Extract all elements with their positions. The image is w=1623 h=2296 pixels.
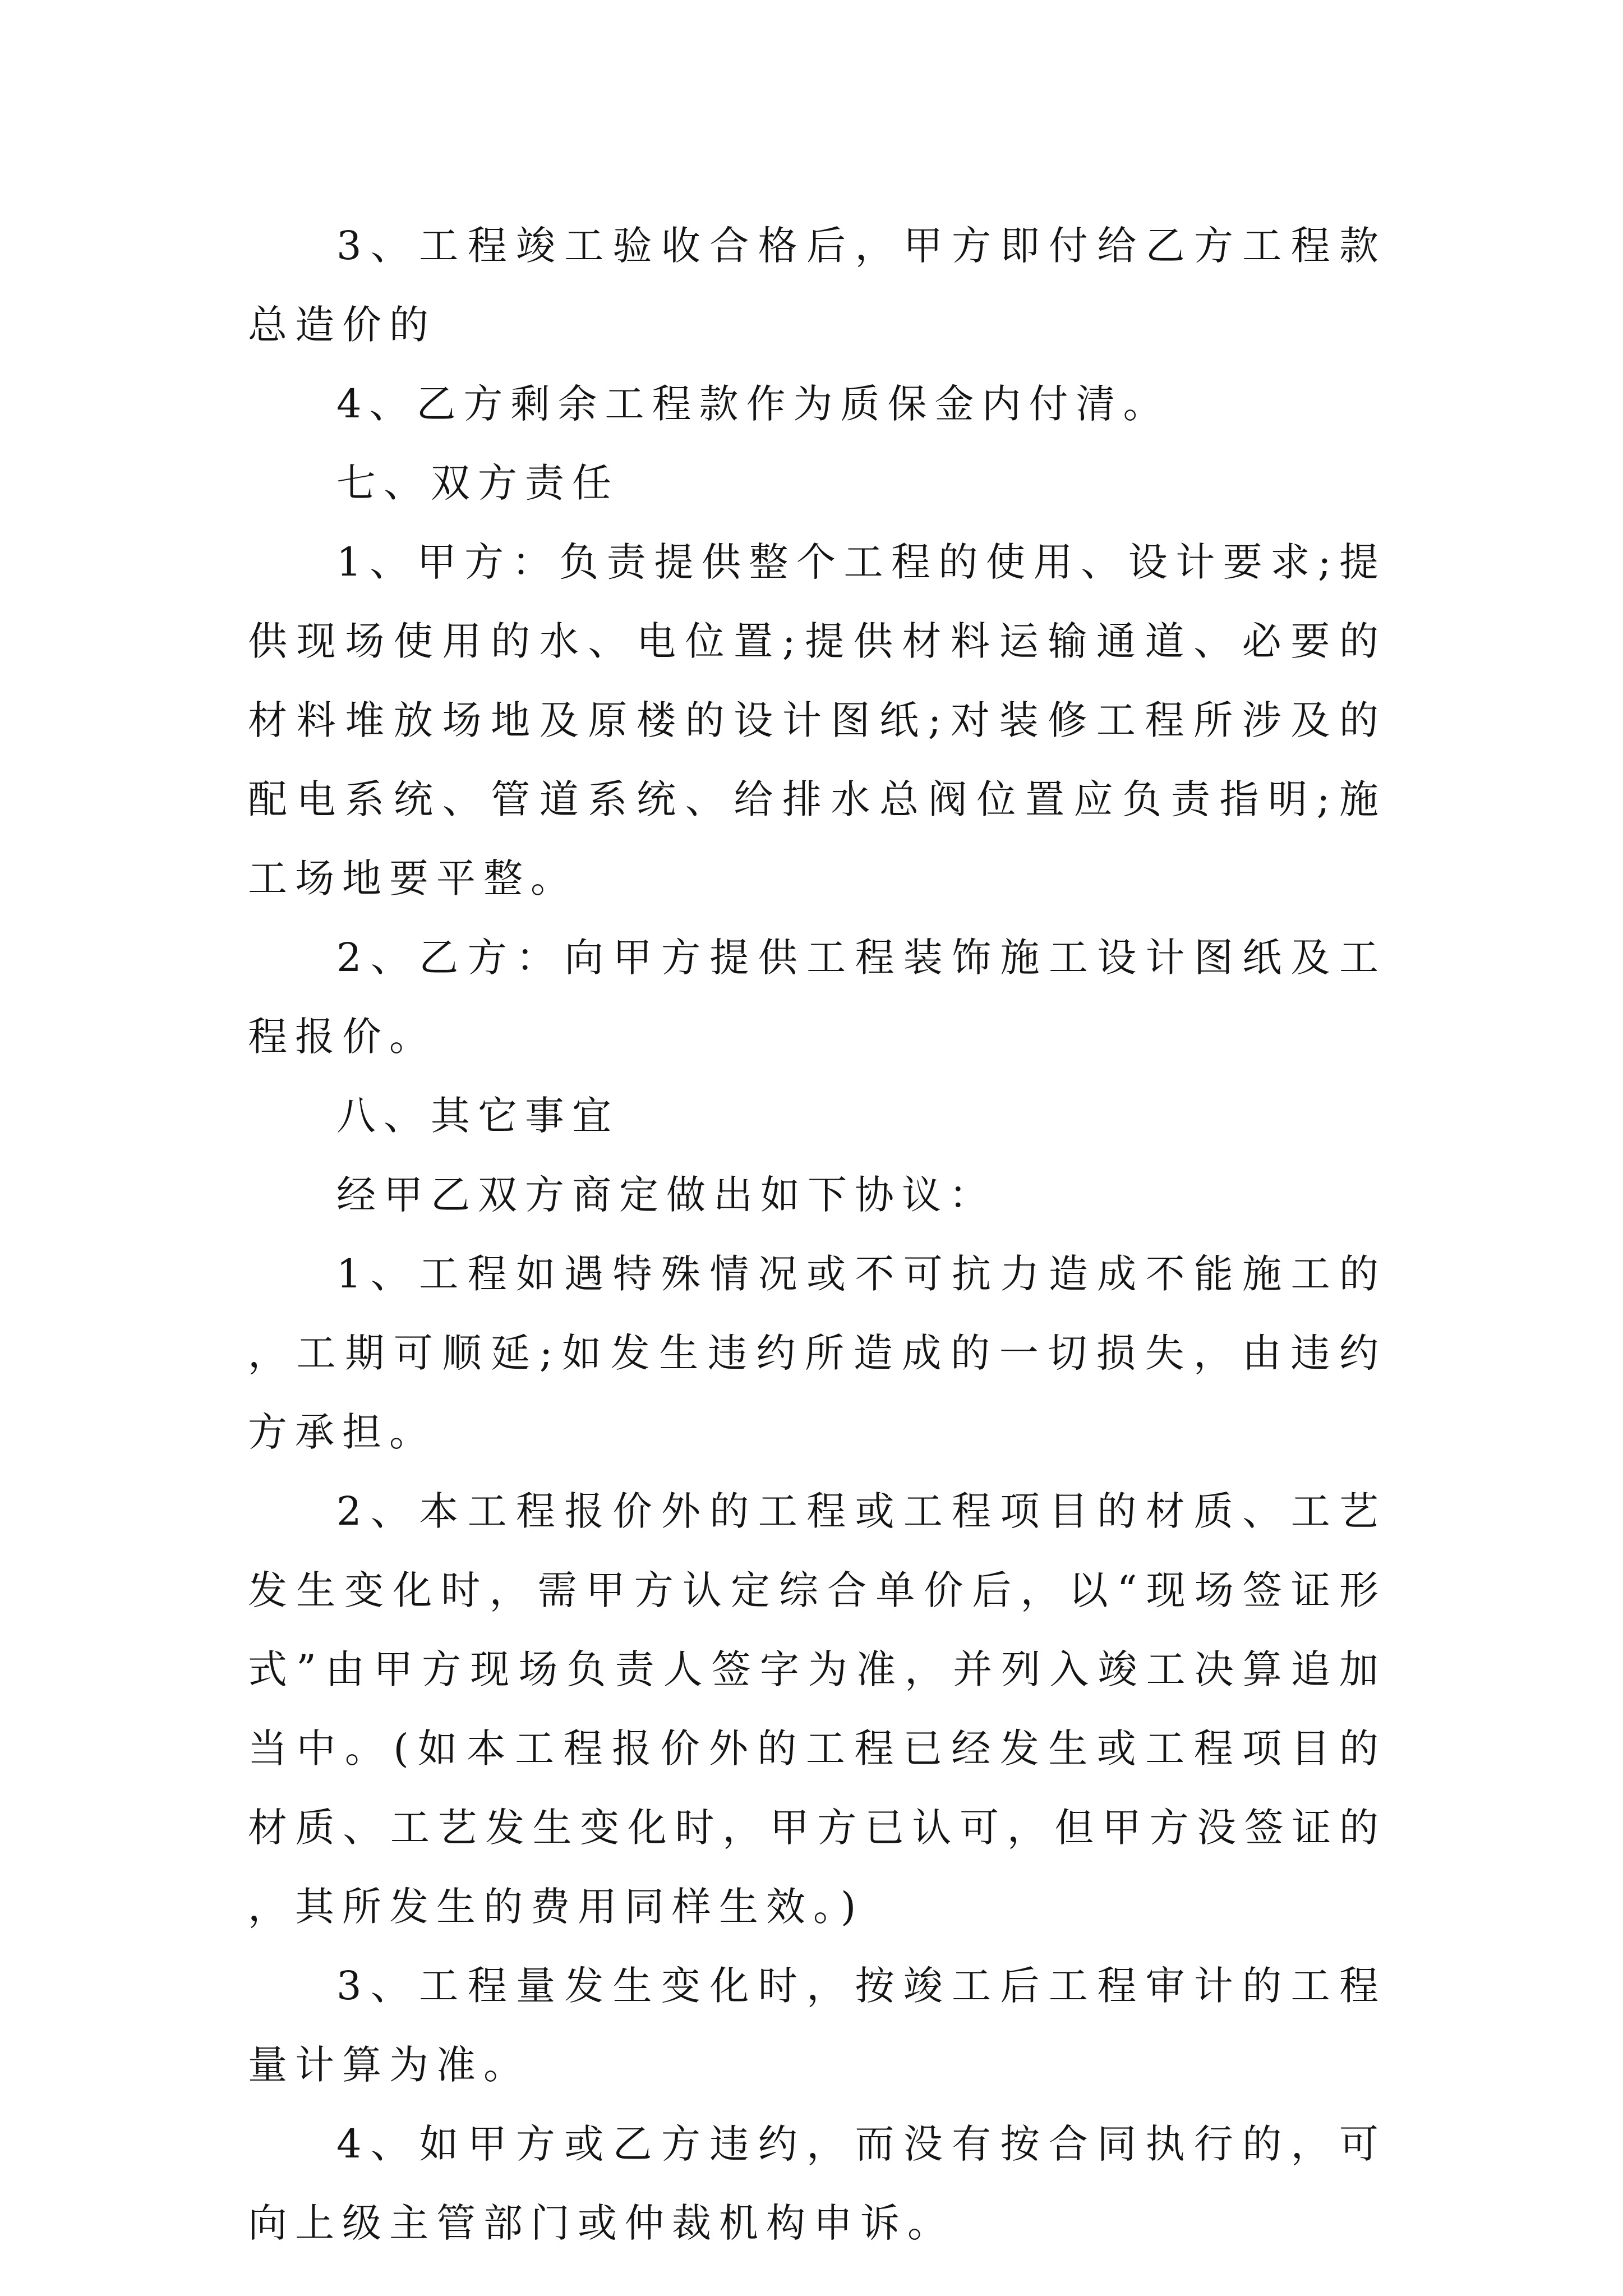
agreement-intro: 经甲乙双方商定做出如下协议： xyxy=(336,1172,996,1218)
contract-body xyxy=(248,206,1386,2263)
clause-3-quantity-changes: 3、工程量发生变化时，按竣工后工程审计的工程量计算为准。 xyxy=(248,1963,1386,2088)
clause-3-completion-payment: 3、工程竣工验收合格后，甲方即付给乙方工程款总造价的 xyxy=(248,223,1386,348)
section-7-heading: 七、双方责任 xyxy=(336,460,619,506)
clause-4-retention-payment: 4、乙方剩余工程款作为质保金内付清。 xyxy=(336,381,1170,427)
section-8-heading: 八、其它事宜 xyxy=(336,1093,619,1139)
clause-1-force-majeure: 1、工程如遇特殊情况或不可抗力造成不能施工的，工期可顺延;如发生违约所造成的一切损失，由违约方承担。 xyxy=(248,1251,1386,1455)
clause-1-party-a-duties: 1、甲方：负责提供整个工程的使用、设计要求;提供现场使用的水、电位置;提供材料运输通道、必要的材料堆放场地及原楼的设计图纸;对装修工程所涉及的配电系统、管道系统、给排水总阀位置应负责指明;施工场地要平整。 xyxy=(248,539,1386,901)
clause-4-breach-appeal: 4、如甲方或乙方违约，而没有按合同执行的，可向上级主管部门或仲裁机构申诉。 xyxy=(248,2121,1386,2246)
clause-2-party-b-duties: 2、乙方：向甲方提供工程装饰施工设计图纸及工程报价。 xyxy=(248,935,1386,1060)
clause-2-change-orders: 2、本工程报价外的工程或工程项目的材质、工艺发生变化时，需甲方认定综合单价后，以“现场签证形式”由甲方现场负责人签字为准，并列入竣工决算追加当中。(如本工程报价外的工程已经发生或工程项目的材质、工艺发生变化时，甲方已认可，但甲方没签证的，其所发生的费用同样生效。) xyxy=(248,1488,1386,1930)
